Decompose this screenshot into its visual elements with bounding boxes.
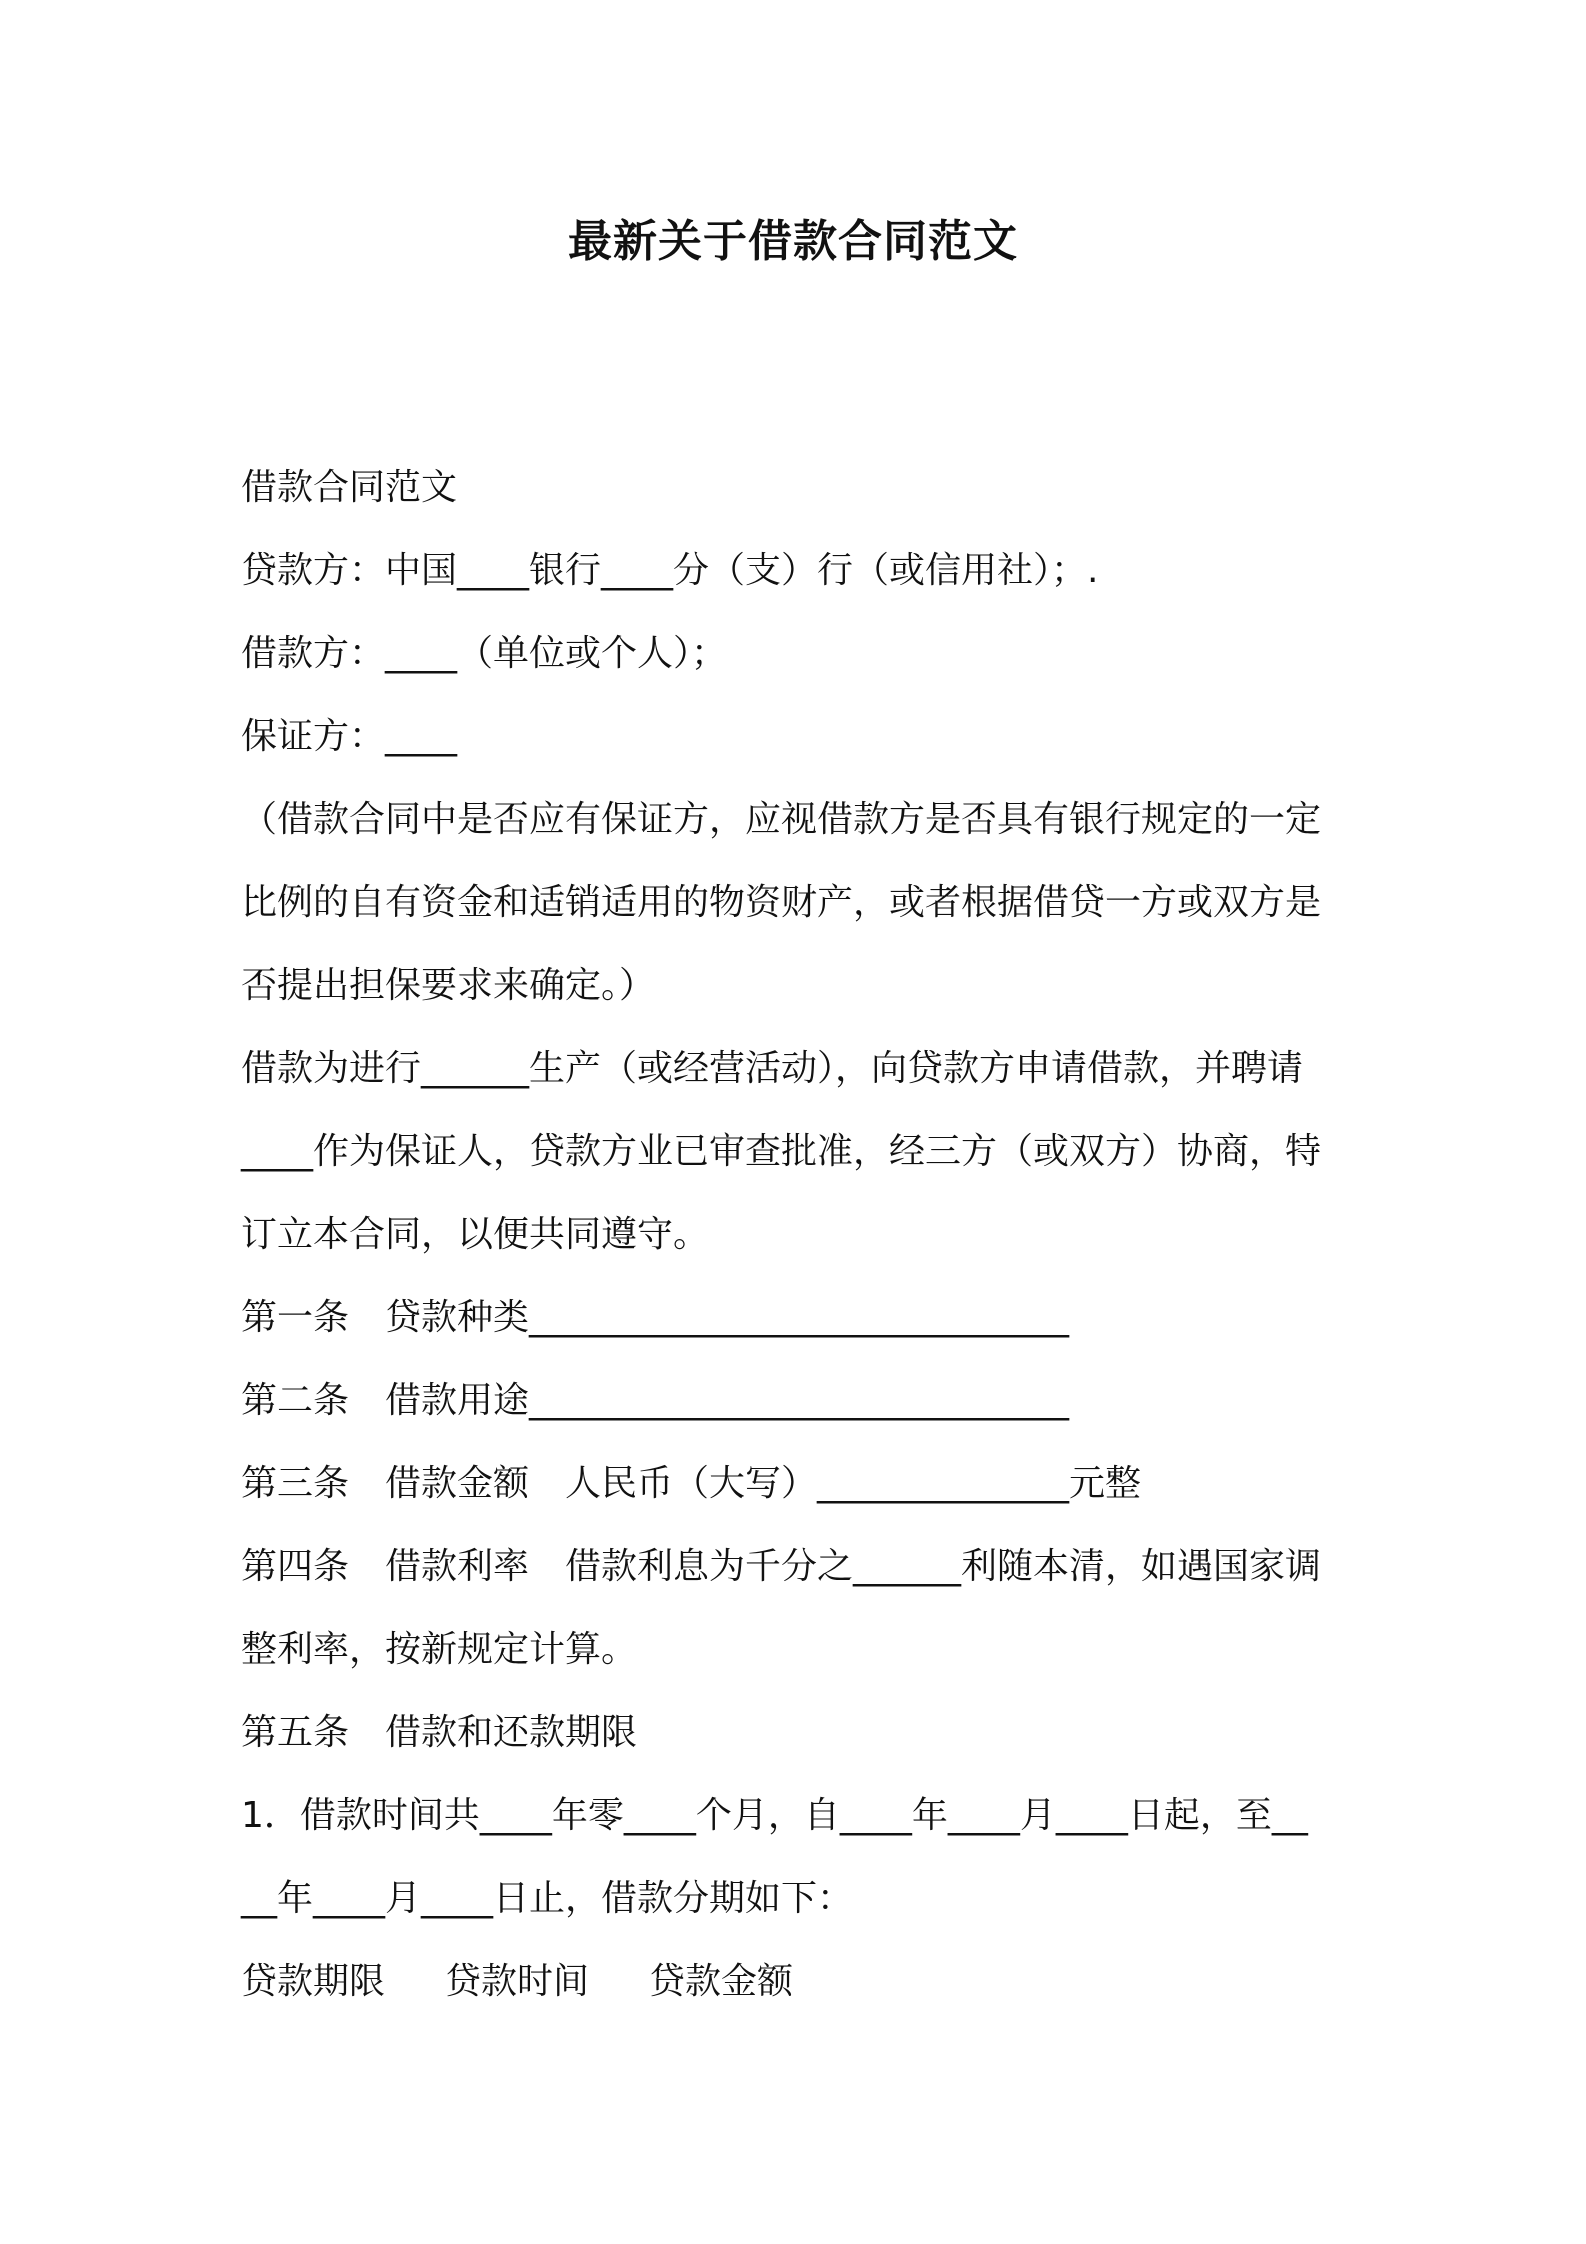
article-4-label: 借款利率: [385, 1546, 530, 1587]
article-2: [241, 1359, 1353, 1442]
note-line-2: 比例的自有资金和适销适用的物资财产，或者根据借贷一方或双方是: [241, 882, 1322, 923]
intro-line-2: ____作为保证人，贷款方业已审查批准，经三方（或双方）协商，特: [241, 1131, 1322, 1172]
schedule-col-amount: 贷款金额: [649, 1961, 794, 2002]
article-3-label: 借款金额: [385, 1463, 530, 1504]
borrower-line: 借款方：____（单位或个人）；: [241, 633, 728, 674]
article-1-heading: 第一条: [241, 1297, 350, 1338]
note-line-1: （借款合同中是否应有保证方，应视借款方是否具有银行规定的一定: [241, 799, 1322, 840]
note-line-3: 否提出担保要求来确定。）: [241, 965, 656, 1006]
section-heading: 借款合同范文: [241, 467, 458, 508]
term-line-1: 1．借款时间共____年零____个月，自____年____月____日起，至__: [241, 1795, 1308, 1836]
article-2-text: 借款用途______________________________: [385, 1380, 1070, 1421]
intro-line-1: 借款为进行______生产（或经营活动），向贷款方申请借款，并聘请: [241, 1048, 1304, 1089]
article-2-heading: 第二条: [241, 1380, 350, 1421]
term-line-2: __年____月____日止，借款分期如下：: [241, 1878, 854, 1919]
intro-line-3: 订立本合同，以便共同遵守。: [241, 1214, 710, 1255]
document-body: [241, 446, 1353, 2023]
schedule-table-header: [241, 1940, 1353, 2023]
article-4-heading: 第四条: [241, 1546, 350, 1587]
article-4-continued: 整利率，按新规定计算。: [241, 1629, 638, 1670]
document-title: 最新关于借款合同范文: [568, 216, 1018, 267]
article-1-text: 贷款种类______________________________: [385, 1297, 1070, 1338]
article-4: [241, 1525, 1353, 1608]
article-5: [241, 1691, 1353, 1774]
lender-line: 贷款方：中国____银行____分（支）行（或信用社）；.: [241, 550, 1099, 591]
article-3-text: 人民币（大写）______________元整: [565, 1463, 1142, 1504]
schedule-col-time: 贷款时间: [445, 1961, 590, 2002]
guarantor-line: 保证方：____: [241, 716, 458, 757]
article-1: [241, 1276, 1353, 1359]
article-5-text: 借款和还款期限: [385, 1712, 638, 1753]
schedule-col-period: 贷款期限: [241, 1961, 386, 2002]
article-4-text: 借款利息为千分之______利随本清，如遇国家调: [565, 1546, 1322, 1587]
article-5-heading: 第五条: [241, 1712, 350, 1753]
article-3: [241, 1442, 1353, 1525]
article-3-heading: 第三条: [241, 1463, 350, 1504]
